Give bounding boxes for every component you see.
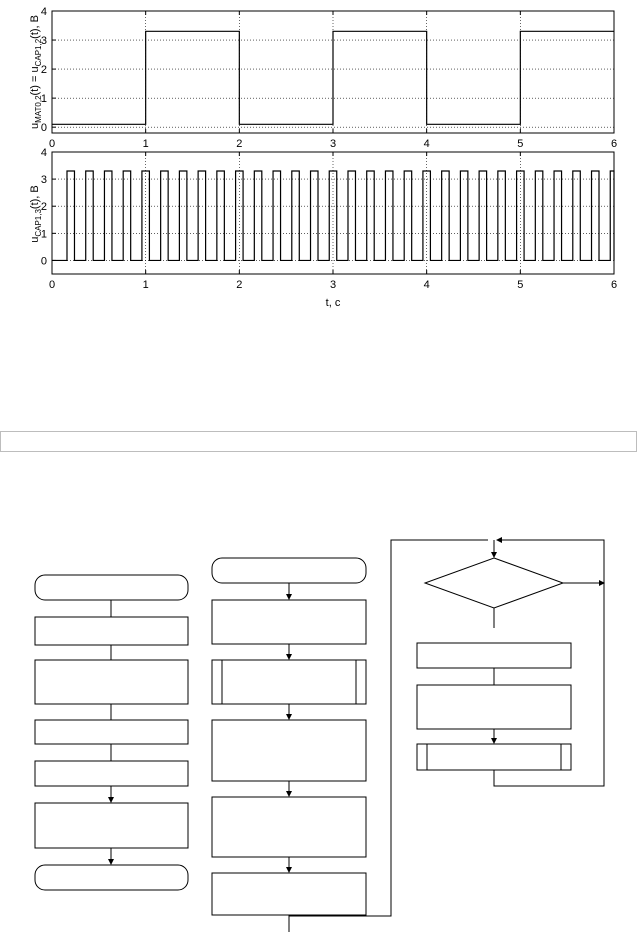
- col3-process-1: [417, 643, 571, 668]
- chart-bottom-ylabel: [29, 185, 43, 243]
- c1-ytick-label-3: 3: [40, 35, 47, 48]
- c1-ytick-label-4: 4: [40, 6, 47, 18]
- c1-xtick-label-0: 0: [48, 138, 56, 150]
- c2-ytick-label-0: 0: [40, 255, 47, 268]
- col2-process-1: [212, 600, 366, 644]
- c2-xtick-label-6: 6: [610, 279, 618, 291]
- c2-xtick-label-2: 2: [236, 279, 243, 291]
- chart-bottom-ylabel-p0: u: [29, 236, 41, 243]
- chart-top: [0, 0, 639, 150]
- col1-process-1: [35, 617, 188, 645]
- col3-process-2: [417, 685, 571, 729]
- chart-top-ylabel: [29, 15, 43, 129]
- c2-ytick-label-1: 1: [40, 228, 47, 241]
- c1-ytick-label-1: 1: [40, 93, 47, 106]
- flow-col-1: [35, 575, 188, 890]
- chart-top-ylabel-p2: (t) = u: [29, 66, 41, 96]
- c1-ytick-label-0: 0: [40, 122, 47, 135]
- col2-process-2: [212, 720, 366, 781]
- col2-process-4: [212, 873, 366, 915]
- c1-xtick-label-2: 2: [236, 138, 243, 150]
- section-divider: [0, 431, 637, 452]
- c1-xtick-label-4: 4: [423, 138, 430, 150]
- chart-bottom-xlabel: t, с: [325, 297, 341, 309]
- chart-bottom-y-ticks: [41, 147, 56, 267]
- chart-top-series: [52, 31, 614, 124]
- chart-top-y-ticks: [41, 6, 56, 134]
- col1-terminator-start: [35, 575, 188, 600]
- flow-col-2: [212, 540, 488, 932]
- col1-process-3: [35, 720, 188, 744]
- c2-xtick-label-0: 0: [48, 279, 56, 291]
- col1-process-4: [35, 761, 188, 786]
- col3-subprocess-1: [417, 744, 571, 770]
- flow-col-3: [417, 540, 604, 786]
- c1-series-line: [52, 31, 614, 124]
- chart-top-ylabel-p1: MAT0,2: [34, 95, 43, 123]
- c2-xtick-label-5: 5: [517, 279, 524, 291]
- col2-process-3: [212, 797, 366, 857]
- c2-ytick-label-2: 2: [40, 201, 47, 214]
- c2-xtick-label-1: 1: [142, 279, 149, 291]
- c1-ytick-label-2: 2: [40, 64, 47, 77]
- chart-top-ylabel-p0: u: [29, 122, 41, 130]
- c1-xtick-label-6: 6: [610, 138, 618, 150]
- chart-bottom-grid: [52, 152, 614, 274]
- col3-decision: [425, 558, 563, 608]
- chart-top-ylabel-p4: (t), В: [29, 14, 41, 39]
- c2-ytick-label-3: 3: [40, 174, 47, 187]
- col1-process-5: [35, 803, 188, 848]
- c2-ytick-label-4: 4: [40, 147, 47, 159]
- col2-subprocess-1: [212, 660, 366, 704]
- chart-top-ylabel-p3: CAP1,2: [34, 38, 43, 67]
- c1-xtick-label-3: 3: [329, 138, 337, 150]
- flowchart: [0, 530, 639, 932]
- c2-xtick-label-4: 4: [423, 279, 430, 291]
- col2-terminator-start: [212, 558, 366, 583]
- c1-xtick-label-1: 1: [142, 138, 149, 150]
- chart-bottom: [0, 140, 639, 315]
- col1-terminator-end: [35, 865, 188, 890]
- c2-xtick-label-3: 3: [329, 279, 337, 291]
- col1-process-2: [35, 660, 188, 704]
- c1-xtick-label-5: 5: [517, 138, 524, 150]
- chart-bottom-ylabel-p2: (t), В: [29, 185, 41, 210]
- chart-bottom-ylabel-p1: CAP1,3: [34, 209, 43, 237]
